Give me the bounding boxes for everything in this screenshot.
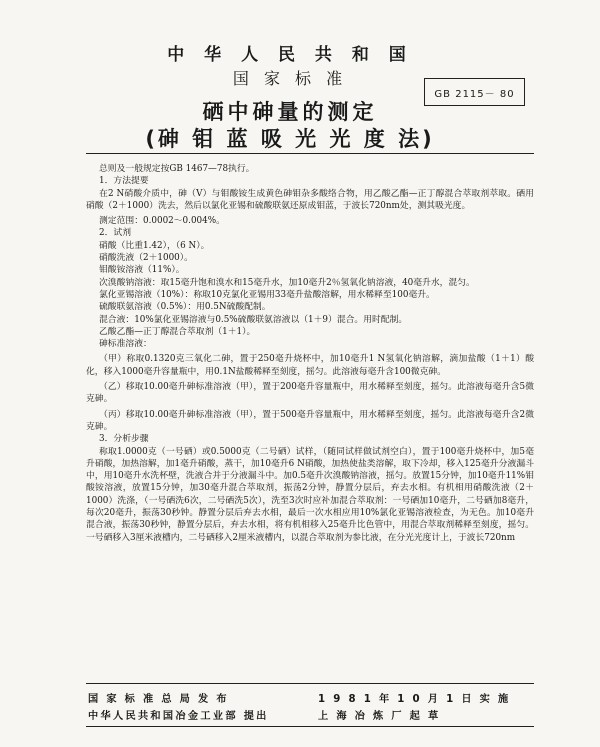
document-subtitle: (砷 钼 蓝 吸 光 光 度 法) [145, 127, 435, 151]
footer-effective-date: 1 9 8 1 年 1 0 月 1 日 实 施 [318, 694, 511, 705]
section-heading-procedure: 3．分析步骤 [99, 434, 149, 445]
reagent-line: 乙酸乙酯—正丁醇混合萃取剂（1＋1）。 [99, 326, 256, 337]
standard-solution-a: （甲）称取0.1320克三氧化二砷，置于250毫升烧杯中，加10毫升1 N氢氧化钠溶解，滴加盐酸（1＋1）酸化，移入1000毫升容量瓶中，用0.1N盐酸稀释至刻度，摇匀。此溶液每毫升含100微克砷。 [86, 354, 534, 377]
footer-issuer: 国 家 标 准 总 局 发 布 [88, 694, 229, 705]
reagent-line: 硝酸洗液（2＋1000）。 [99, 253, 193, 264]
procedure-paragraph: 称取1.0000克（一号硒）或0.5000克（二号硒）试样，（随同试样做试剂空白），置于100毫升烧杯中，加5毫升硝酸，加热溶解，加1毫升硝酸，蒸干，加10毫升6 N硝酸，加热使盐类溶解，取下冷却，移入125毫升分液漏斗中，用10毫升水洗杯壁，洗液合并于分液漏斗中。加0.5毫升次溴酸钠溶液，摇匀。放置15分钟，加10毫升11%钼酸铵溶液，放置15分钟，加30毫升混合萃取剂，振荡2分钟，静置分层后，弃去水相。有机相用硝酸洗液（2＋1000）洗涤，（一号硒洗6次，二号硒洗5次），洗至3次时应补加混合萃取剂：一号硒加10毫升，二号硒加8毫升，每次20毫升，振荡30秒钟。静置分层后弃去水相，最后一次水相应用10%氯化亚锡溶液检查，为无色。加10毫升混合液，振荡30秒钟，静置分层后，弃去水相，将有机相移入25毫升比色管中，用混合萃取剂稀释至刻度，摇匀。一号硒移入3厘米液槽内，二号硒移入2厘米液槽内，以混合萃取剂为参比液，在分光光度计上，于波长720nm [86, 446, 534, 543]
footer-drafter: 上 海 冶 炼 厂 起 草 [318, 711, 441, 722]
section-heading-principle: 1．方法提要 [99, 176, 149, 187]
intro-paragraph: 总则及一般规定按GB 1467—78执行。 [99, 164, 255, 174]
reagent-line: 砷标准溶液： [99, 339, 152, 350]
reagent-line: 混合液：10%氯化亚锡溶液与0.5%硫酸联氨溶液以（1＋9）混合。用时配制。 [99, 314, 408, 325]
footer-divider-bottom [86, 726, 534, 727]
standard-type-heading: 国 家 标 准 [232, 69, 348, 88]
range-line: 测定范围：0.0002～0.004%。 [99, 216, 225, 227]
document-body [86, 163, 534, 544]
principle-paragraph: 在2 N硝酸介质中，砷（Ⅴ）与钼酸铵生成黄色砷钼杂多酸络合物，用乙酸乙酯—正丁醇混合萃取剂萃取。硒用硝酸（2＋1000）洗去，然后以氯化亚锡和硫酸联氨还原成钼蓝，于波长720nm处，测其吸光度。 [86, 188, 534, 211]
reagent-line: 氯化亚锡溶液（10%）：称取10克氯化亚锡用33毫升盐酸溶解，用水稀释至100毫升。 [99, 289, 435, 300]
standard-code-box [424, 78, 525, 106]
standard-code: GB 2115－ 80 [434, 88, 515, 100]
footer-divider-top [86, 683, 534, 684]
reagent-line: 硫酸联氨溶液（0.5%）：用0.5N硫酸配制。 [99, 302, 271, 313]
section-heading-reagents: 2．试剂 [99, 228, 131, 239]
footer-proposer: 中华人民共和国冶金工业部 提出 [88, 711, 269, 722]
standard-solution-b: （乙）移取10.00毫升砷标准溶液（甲），置于200毫升容量瓶中，用水稀释至刻度，摇匀。此溶液每毫升含5微克砷。 [86, 382, 534, 405]
reagent-line: 钼酸铵溶液（11%）。 [99, 265, 185, 276]
standard-solution-c: （丙）移取10.00毫升砷标准溶液（甲），置于500毫升容量瓶中，用水稀释至刻度，摇匀。此溶液每毫升含2微克砷。 [86, 409, 534, 432]
issuer-country-heading: 中 华 人 民 共 和 国 [167, 45, 413, 65]
reagent-line: 次溴酸钠溶液：取15毫升饱和溴水和15毫升水，加10毫升2％氢氧化钠溶液，40毫升水，混匀。 [99, 277, 475, 288]
header-divider [86, 153, 534, 154]
reagent-line: 硝酸（比重1.42），（6 N）。 [99, 240, 210, 251]
document-title: 硒中砷量的测定 [202, 100, 378, 124]
